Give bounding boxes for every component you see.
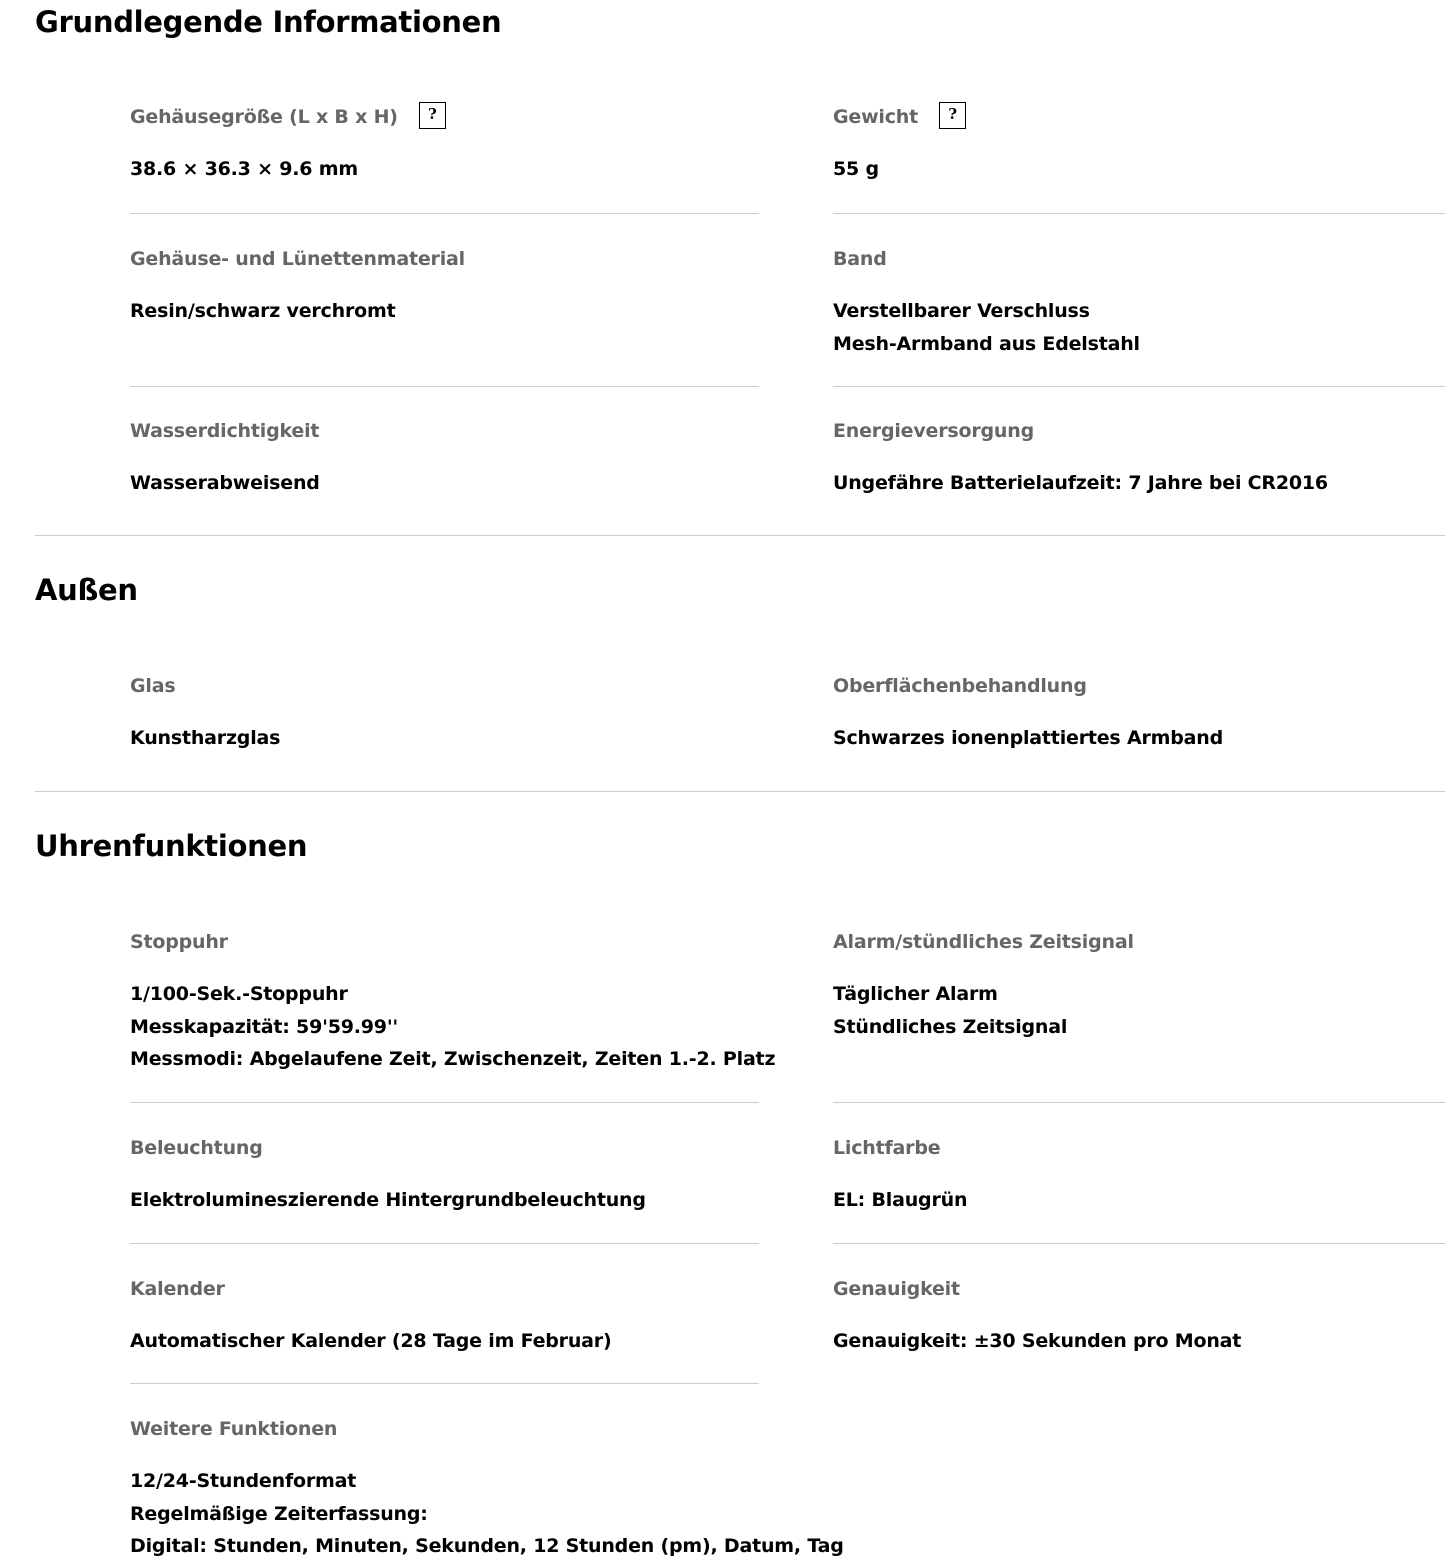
spec-label: Stoppuhr (130, 931, 228, 953)
spec-value (833, 153, 966, 186)
spec-value (833, 722, 1223, 755)
spec-value-line: Genauigkeit: ±30 Sekunden pro Monat (833, 1330, 1242, 1352)
spec-value-line: Wasserabweisend (130, 472, 320, 494)
spec-value (833, 295, 1140, 360)
spec-value-line: 55 g (833, 158, 879, 180)
divider (130, 386, 759, 387)
section-divider (35, 535, 1445, 536)
spec-value-line: Kunstharzglas (130, 727, 281, 749)
spec-value-line: Mesh-Armband aus Edelstahl (833, 332, 1140, 355)
spec-gewicht (833, 104, 966, 186)
section-title-grundlegende-informationen: Grundlegende Informationen (35, 5, 502, 39)
divider (833, 386, 1445, 387)
spec-value-line: Ungefähre Batterielaufzeit: 7 Jahre bei CR2016 (833, 472, 1328, 494)
spec-label-row (833, 104, 966, 130)
divider (833, 1243, 1445, 1244)
spec-value-line: Verstellbarer Verschluss (833, 300, 1090, 322)
spec-label: Glas (130, 675, 176, 697)
spec-energieversorgung (833, 418, 1328, 500)
spec-value-line: EL: Blaugrün (833, 1189, 968, 1211)
spec-label: Band (833, 248, 887, 270)
spec-value-line: Resin/schwarz verchromt (130, 300, 396, 322)
spec-value (130, 978, 775, 1076)
section-title-uhrenfunktionen: Uhrenfunktionen (35, 829, 308, 863)
spec-value-line: Messkapazität: 59'59.99'' (130, 1015, 399, 1038)
spec-label: Alarm/stündliches Zeitsignal (833, 931, 1134, 953)
spec-value-line: 1/100-Sek.-Stoppuhr (130, 983, 348, 1005)
spec-gehaeuse-luenettenmaterial (130, 246, 465, 328)
spec-gehaeusegroesse (130, 104, 446, 186)
help-question-icon[interactable]: ? (939, 102, 966, 129)
spec-value (833, 1184, 967, 1217)
spec-label: Wasserdichtigkeit (130, 420, 320, 442)
section-divider (35, 791, 1445, 792)
spec-label: Kalender (130, 1278, 225, 1300)
spec-value (833, 1325, 1241, 1358)
spec-band (833, 246, 1140, 360)
spec-wasserdichtigkeit (130, 418, 320, 500)
spec-label: Beleuchtung (130, 1137, 263, 1159)
spec-label: Energieversorgung (833, 420, 1034, 442)
spec-value (130, 467, 320, 500)
spec-label: Weitere Funktionen (130, 1418, 338, 1440)
spec-value (130, 295, 465, 328)
spec-label-row (130, 104, 446, 130)
spec-value (833, 467, 1328, 500)
help-question-icon[interactable]: ? (419, 102, 446, 129)
spec-lichtfarbe (833, 1135, 967, 1217)
spec-value (130, 1184, 646, 1217)
section-title-aussen: Außen (35, 573, 138, 607)
spec-stoppuhr (130, 929, 775, 1076)
divider (130, 1243, 759, 1244)
spec-value-line: Elektrolumineszierende Hintergrundbeleuchtung (130, 1189, 646, 1211)
spec-value-line: Digital: Stunden, Minuten, Sekunden, 12 Stunden (pm), Datum, Tag (130, 1535, 844, 1557)
spec-value (130, 722, 280, 755)
spec-value-line: 12/24-Stundenformat (130, 1470, 357, 1492)
divider (130, 1383, 759, 1384)
spec-label: Oberflächenbehandlung (833, 675, 1087, 697)
divider (130, 213, 759, 214)
spec-value-line: Täglicher Alarm (833, 983, 998, 1005)
spec-value-line: Messmodi: Abgelaufene Zeit, Zwischenzeit, Zeiten 1.-2. Platz (130, 1048, 776, 1070)
spec-value (130, 1325, 611, 1358)
spec-beleuchtung (130, 1135, 646, 1217)
spec-value-line: 38.6 × 36.3 × 9.6 mm (130, 158, 358, 180)
divider (833, 213, 1445, 214)
spec-genauigkeit (833, 1276, 1241, 1358)
spec-label: Gehäuse- und Lünettenmaterial (130, 248, 465, 270)
spec-label: Gewicht (833, 106, 919, 128)
spec-weitere-funktionen (130, 1416, 844, 1563)
spec-alarm-zeitsignal (833, 929, 1134, 1043)
divider (130, 1102, 759, 1103)
spec-value (130, 1465, 844, 1563)
spec-glas (130, 673, 280, 755)
spec-value-line: Automatischer Kalender (28 Tage im Februar) (130, 1330, 612, 1352)
spec-value (833, 978, 1134, 1043)
spec-label: Genauigkeit (833, 1278, 960, 1300)
spec-value (130, 153, 446, 186)
spec-label: Lichtfarbe (833, 1137, 941, 1159)
spec-value-line: Schwarzes ionenplattiertes Armband (833, 727, 1223, 749)
spec-kalender (130, 1276, 611, 1358)
spec-value-line: Regelmäßige Zeiterfassung: (130, 1502, 428, 1525)
spec-oberflaechenbehandlung (833, 673, 1223, 755)
spec-value-line: Stündliches Zeitsignal (833, 1015, 1068, 1038)
spec-label: Gehäusegröße (L x B x H) (130, 106, 398, 128)
divider (833, 1102, 1445, 1103)
